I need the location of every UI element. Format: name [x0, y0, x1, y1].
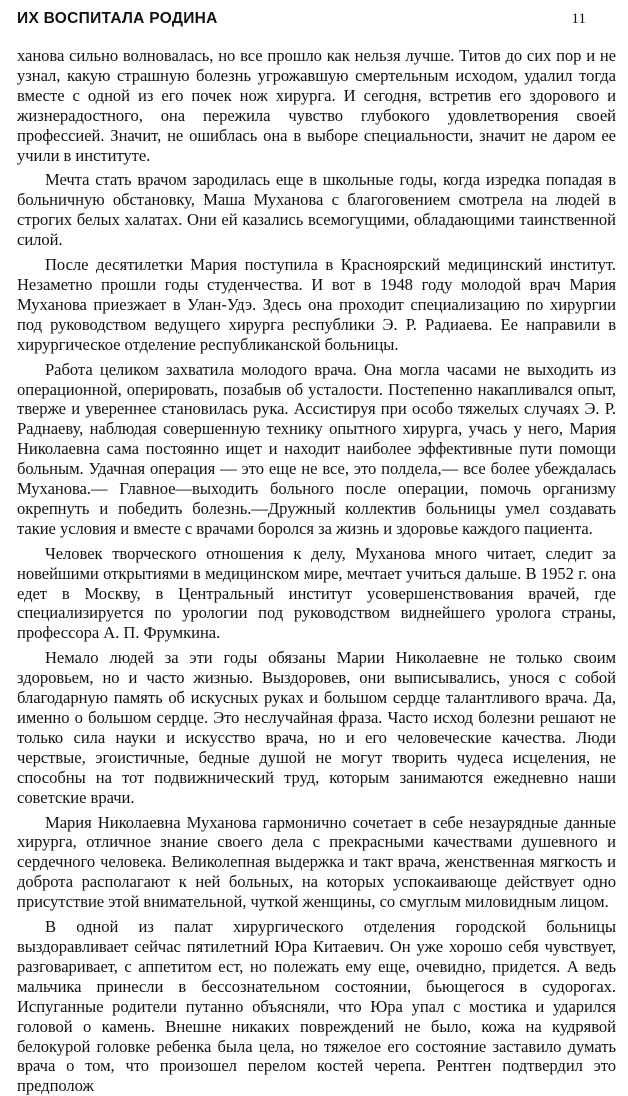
paragraph-8: В одной из палат хирургического отделения городской больницы выздоравливает сейчас пятилетний Юра Китаевич. Он уже хорошо себя чувствует, разговаривает, с аппетитом ест, но полежать ему еще, очевидно, придется. А ведь мальчика принесли в бессознательном состоянии, бьющегося в судорогах. Испуганные родители путанно объясняли, что Юра упал с мостика и ударился головой о камень. Внешне никаких повреждений не было, кожа на кудрявой белокурой головке ребенка была цела, но тяжелое его состояние заставило думать врача о том, что произошел перелом костей черепа. Рентген подтвердил это предполож: [17, 917, 616, 1096]
running-title: ИХ ВОСПИТАЛА РОДИНА: [17, 10, 218, 27]
paragraph-2: Мечта стать врачом зародилась еще в школьные годы, когда изредка попадая в больничную обстановку, Маша Муханова с благоговением смотрела на людей в строгих белых халатах. Они ей казались всемогущими, обладающими таинственной силой.: [17, 170, 616, 250]
paragraph-3: После десятилетки Мария поступила в Красноярский медицинский институт. Незаметно прошли годы студенчества. И вот в 1948 году молодой врач Мария Муханова приезжает в Улан-Удэ. Здесь она проходит специализацию по хирургии под руководством ведущего хирурга республики Э. Р. Радиаева. Ее направили в хирургическое отделение республиканской больницы.: [17, 255, 616, 354]
paragraph-6: Немало людей за эти годы обязаны Марии Николаевне не только своим здоровьем, но и часто жизнью. Выздоровев, они выписывались, унося с собой благодарную память об искусных руках и большом сердце талантливого врача. Да, именно о большом сердце. Это неслучайная фраза. Часто исход болезни решают не только сила науки и искусство врача, но и его человеческие качества. Люди черствые, эгоистичные, бедные душой не могут творить чудеса исцеления, не способны на тот подвижнический труд, которым занимаются ежедневно наши советские врачи.: [17, 648, 616, 807]
paragraph-1: ханова сильно волновалась, но все прошло как нельзя лучше. Титов до сих пор и не узнал, какую страшную болезнь угрожавшую смертельным исходом, удалил тогда вместе с одной из его почек нож хирурга. И сегодня, встретив его здорового и жизнерадостного, она пережила чувство глубокого удовлетворения своей профессией. Значит, не ошиблась она в выборе специальности, значит не даром ее учили в институте.: [17, 46, 616, 165]
running-header: [17, 8, 616, 46]
paragraph-4: Работа целиком захватила молодого врача. Она могла часами не выходить из операционной, оперировать, позабыв об усталости. Постепенно накапливался опыт, тверже и увереннее становилась рука. Ассистируя при особо тяжелых случаях Э. Р. Раднаеву, наблюдая совершенную технику опытного хирурга, учась у него, Мария Николаевна сама постоянно ищет и находит наиболее эффективные пути помощи больным. Удачная операция — это еще не все, это полдела,— все более убеждалась Муханова.— Главное—выходить больного после операции, помочь организму окрепнуть и победить болезнь.—Дружный коллектив больницы умел создавать такие условия и вместе с врачами боролся за жизнь и здоровье каждого пациента.: [17, 359, 616, 538]
body-text: [17, 46, 616, 1096]
paragraph-5: Человек творческого отношения к делу, Муханова много читает, следит за новейшими открытиями в медицинском мире, мечтает учиться дальше. В 1952 г. она едет в Москву, в Центральный институт усовершенствования врачей, где специализируется по урологии под руководством виднейшего уролога страны, профессора А. П. Фрумкина.: [17, 543, 616, 643]
paragraph-7: Мария Николаевна Муханова гармонично сочетает в себе незаурядные данные хирурга, отличное знание своего дела с прекрасными качествами душевного и сердечного человека. Великолепная выдержка и такт врача, женственная мягкость и доброта располагают к ней больных, на которых успокаивающе действует одно присутствие этой внимательной, чуткой женщины, со смуглым миловидным лицом.: [17, 812, 616, 912]
page-number: 11: [571, 11, 586, 27]
